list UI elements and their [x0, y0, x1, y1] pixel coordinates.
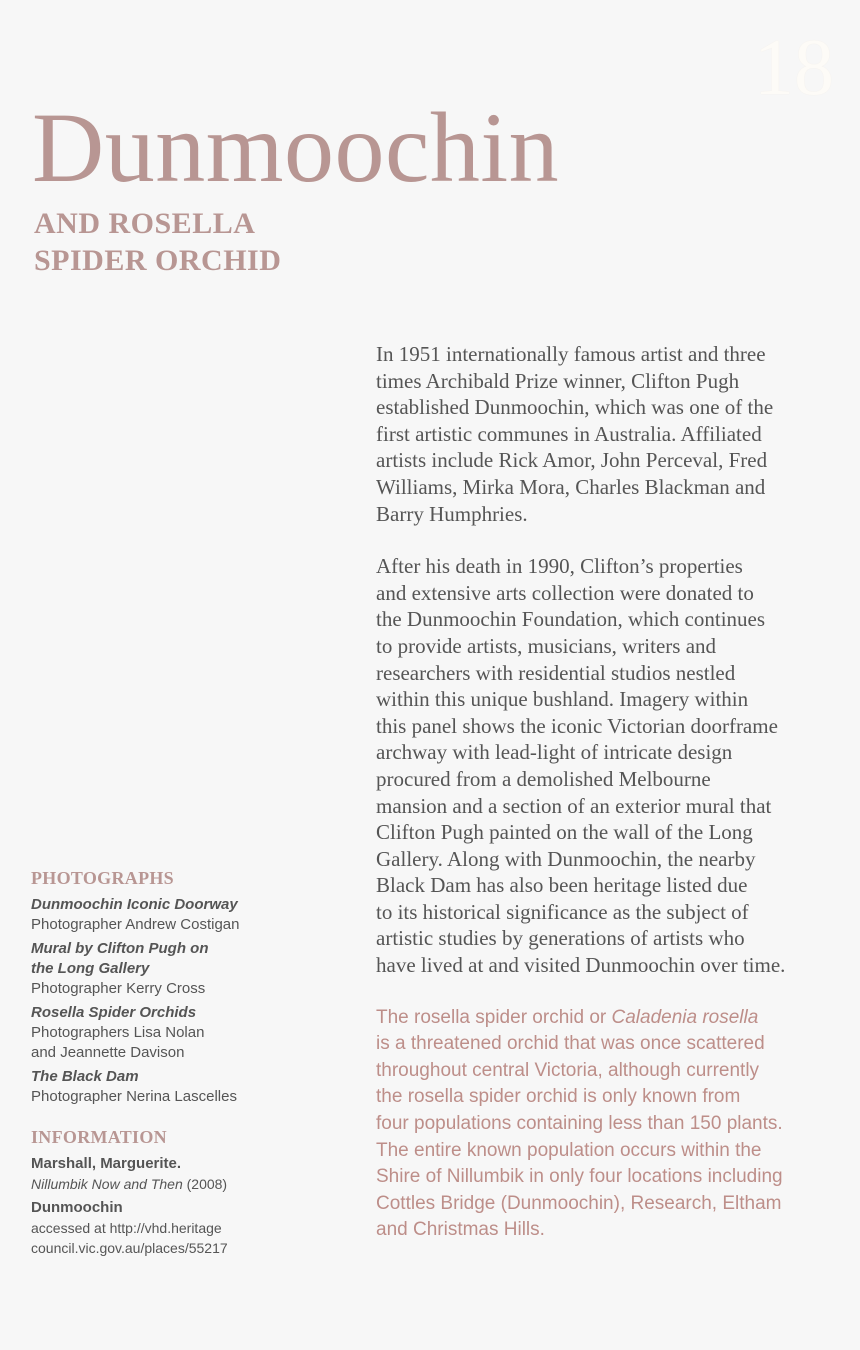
info-title: Dunmoochin	[31, 1199, 123, 1216]
text-line: Black Dam has also been heritage listed due	[376, 873, 748, 898]
text-line: Williams, Mirka Mora, Charles Blackman and	[376, 474, 766, 499]
text-run: The rosella spider orchid or	[376, 1006, 612, 1028]
text-line: is a threatened orchid that was once scattered	[376, 1033, 765, 1055]
orchid-paragraph	[376, 1005, 846, 1244]
text-line: After his death in 1990, Clifton’s properties	[376, 554, 743, 579]
information-heading: INFORMATION	[31, 1127, 167, 1147]
photo-title: Rosella Spider Orchids	[31, 1004, 197, 1021]
text-line: Cottles Bridge (Dunmoochin), Research, Eltham	[376, 1192, 782, 1214]
text-line: times Archibald Prize winner, Clifton Pugh	[376, 368, 740, 393]
text-line: procured from a demolished Melbourne	[376, 766, 711, 791]
text-line: mansion and a section of an exterior mural that	[376, 793, 772, 818]
text-line	[376, 1005, 846, 1032]
foundation-paragraph	[376, 553, 846, 979]
info-title: Marshall, Marguerite.	[31, 1155, 182, 1172]
info-source	[31, 1198, 331, 1258]
photographer: Photographer Nerina Lascelles	[31, 1088, 237, 1105]
text-line: artists include Rick Amor, John Perceval, Fred	[376, 448, 768, 473]
text-line: artistic studies by generations of artists who	[376, 926, 745, 951]
text-line: the rosella spider orchid is only known from	[376, 1086, 741, 1108]
text-line: Clifton Pugh painted on the wall of the Long	[376, 820, 753, 845]
page-subtitle	[34, 205, 281, 279]
subtitle-line: AND ROSELLA	[34, 207, 256, 240]
photo-title: Mural by Clifton Pugh on	[31, 940, 209, 957]
text-line: within this unique bushland. Imagery within	[376, 687, 749, 712]
subtitle-line: SPIDER ORCHID	[34, 244, 282, 277]
information-list	[31, 1154, 331, 1258]
history-paragraph	[376, 341, 846, 527]
text-line: archway with lead-light of intricate design	[376, 740, 733, 765]
text-line: and extensive arts collection were donated to	[376, 580, 754, 605]
book-year: (2008)	[182, 1176, 228, 1192]
species-name: Caladenia rosella	[611, 1006, 759, 1028]
photographer: Photographers Lisa Nolan	[31, 1024, 205, 1041]
info-detail: council.vic.gov.au/places/55217	[31, 1240, 228, 1256]
photo-title: The Black Dam	[31, 1068, 139, 1085]
text-line: to its historical significance as the subject of	[376, 899, 749, 924]
info-detail: accessed at http://vhd.heritage	[31, 1220, 222, 1236]
text-line: In 1951 internationally famous artist and three	[376, 342, 766, 366]
page-title: Dunmoochin	[32, 92, 560, 203]
photographer: and Jeannette Davison	[31, 1044, 185, 1061]
text-line: The entire known population occurs within the	[376, 1139, 762, 1161]
photo-credit	[31, 895, 331, 935]
text-line: four populations containing less than 150 plants.	[376, 1113, 783, 1135]
page-number: 18	[754, 24, 834, 112]
main-text-column	[376, 341, 846, 1244]
photographs-heading: PHOTOGRAPHS	[31, 868, 174, 888]
info-detail	[31, 1174, 331, 1194]
photographer: Photographer Kerry Cross	[31, 980, 206, 997]
credits-sidebar	[31, 868, 331, 1262]
text-line: researchers with residential studios nestled	[376, 660, 736, 685]
photo-title: the Long Gallery	[31, 960, 150, 977]
photo-title: Dunmoochin Iconic Doorway	[31, 896, 238, 913]
photo-credit	[31, 1003, 331, 1063]
text-line: have lived at and visited Dunmoochin over time.	[376, 953, 786, 978]
text-line: throughout central Victoria, although currently	[376, 1059, 760, 1081]
info-source	[31, 1154, 331, 1194]
text-line: the Dunmoochin Foundation, which continues	[376, 607, 766, 632]
text-line: first artistic communes in Australia. Affiliated	[376, 421, 762, 446]
text-line: Shire of Nillumbik in only four locations including	[376, 1166, 783, 1188]
text-line: established Dunmoochin, which was one of the	[376, 395, 774, 420]
photographer: Photographer Andrew Costigan	[31, 916, 240, 933]
photo-credit	[31, 1067, 331, 1107]
book-title: Nillumbik Now and Then	[31, 1176, 183, 1192]
text-line: this panel shows the iconic Victorian doorframe	[376, 713, 778, 738]
photo-credit	[31, 939, 331, 999]
text-line: Gallery. Along with Dunmoochin, the nearby	[376, 846, 756, 871]
text-line: and Christmas Hills.	[376, 1219, 545, 1241]
text-line: to provide artists, musicians, writers and	[376, 633, 717, 658]
text-line: Barry Humphries.	[376, 501, 528, 526]
